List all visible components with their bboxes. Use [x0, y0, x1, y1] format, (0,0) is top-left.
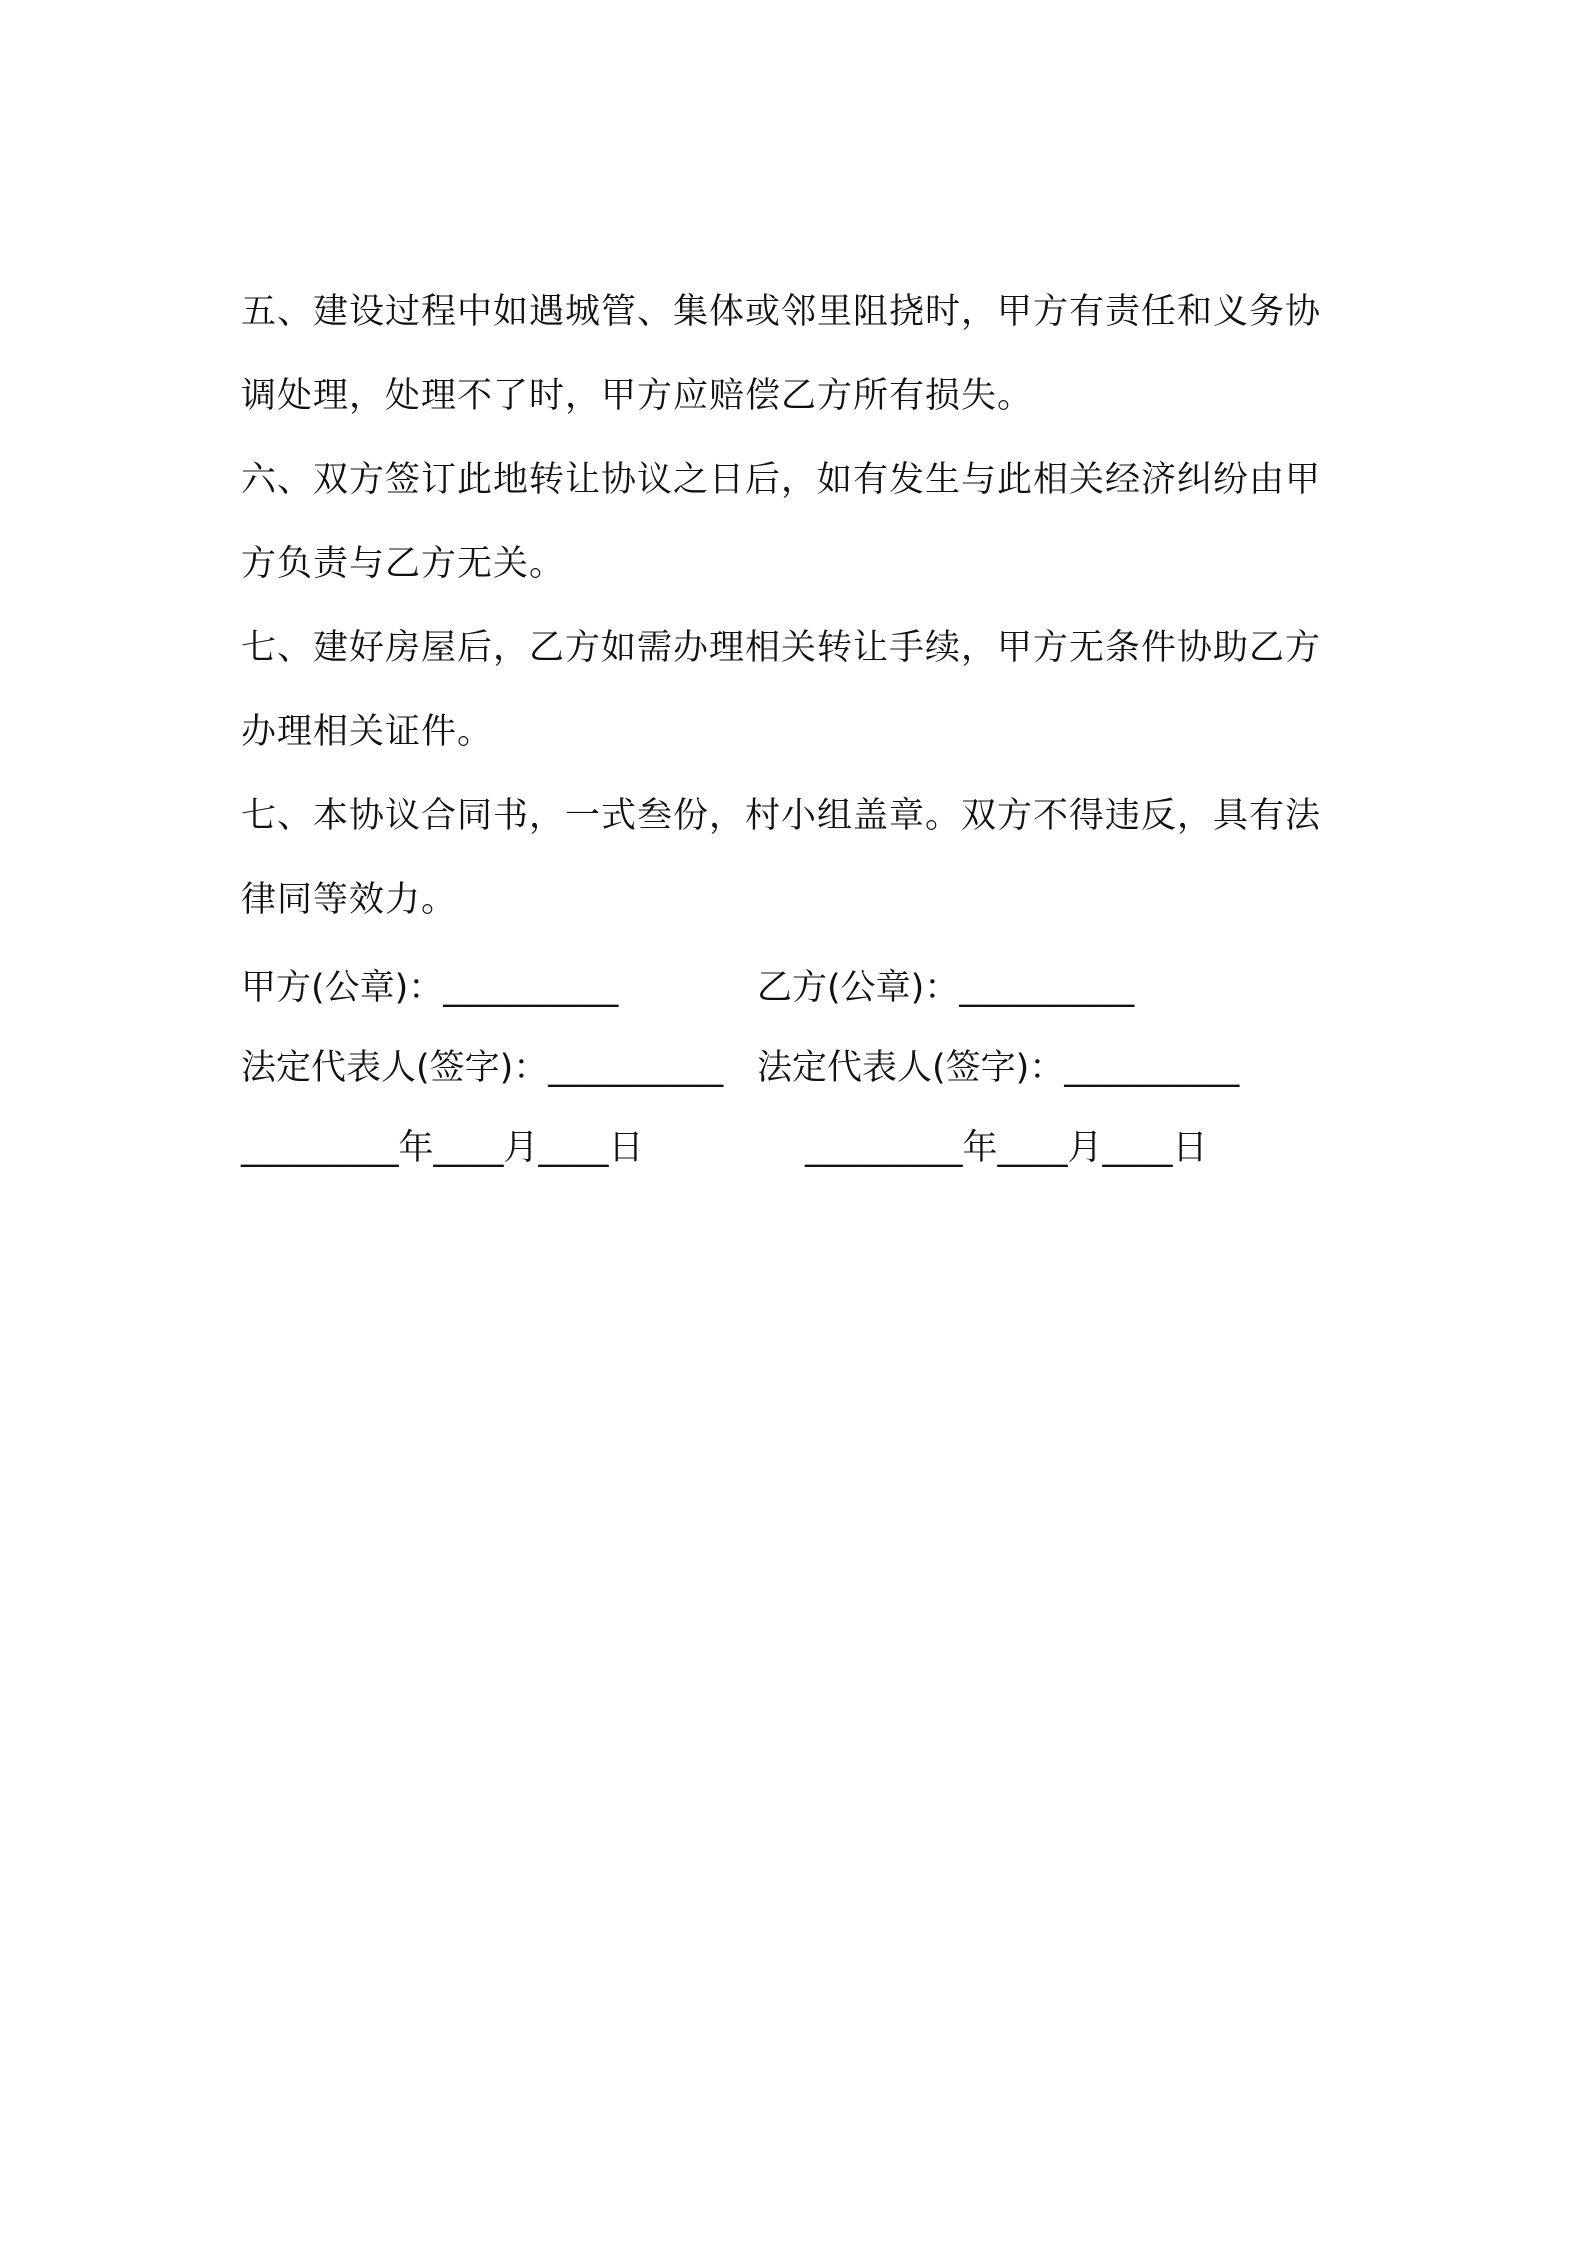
- contract-clauses: [241, 270, 1356, 942]
- clause-6-line-2: 方负责与乙方无关。: [241, 544, 566, 584]
- seal-row: [241, 948, 1356, 1028]
- date-row: [241, 1108, 1356, 1188]
- clause-5-line-2: 调处理，处理不了时，甲方应赔偿乙方所有损失。: [241, 376, 1034, 416]
- party-b-date-field: _________年____月____日: [805, 1128, 1208, 1168]
- party-a-representative-field: 法定代表人(签字)：__________: [241, 1048, 724, 1088]
- clause-7-line-2: 办理相关证件。: [241, 712, 494, 752]
- party-b-seal-field: 乙方(公章)：__________: [757, 968, 1135, 1008]
- party-b-representative-field: 法定代表人(签字)：__________: [757, 1048, 1240, 1088]
- clause-5-line-1: 五、建设过程中如遇城管、集体或邻里阻挠时，甲方有责任和义务协: [241, 292, 1322, 332]
- clause-7b-line-1: 七、本协议合同书，一式叁份，村小组盖章。双方不得违反，具有法: [241, 796, 1322, 836]
- party-a-seal-field: 甲方(公章)：__________: [241, 968, 619, 1008]
- clause-6-line-1: 六、双方签订此地转让协议之日后，如有发生与此相关经济纠纷由甲: [241, 460, 1322, 500]
- representative-row: [241, 1028, 1356, 1108]
- clause-7b-line-2: 律同等效力。: [241, 880, 458, 920]
- signature-block: [241, 948, 1356, 1188]
- party-a-date-field: _________年____月____日: [241, 1128, 644, 1168]
- clause-7-line-1: 七、建好房屋后，乙方如需办理相关转让手续，甲方无条件协助乙方: [241, 628, 1322, 668]
